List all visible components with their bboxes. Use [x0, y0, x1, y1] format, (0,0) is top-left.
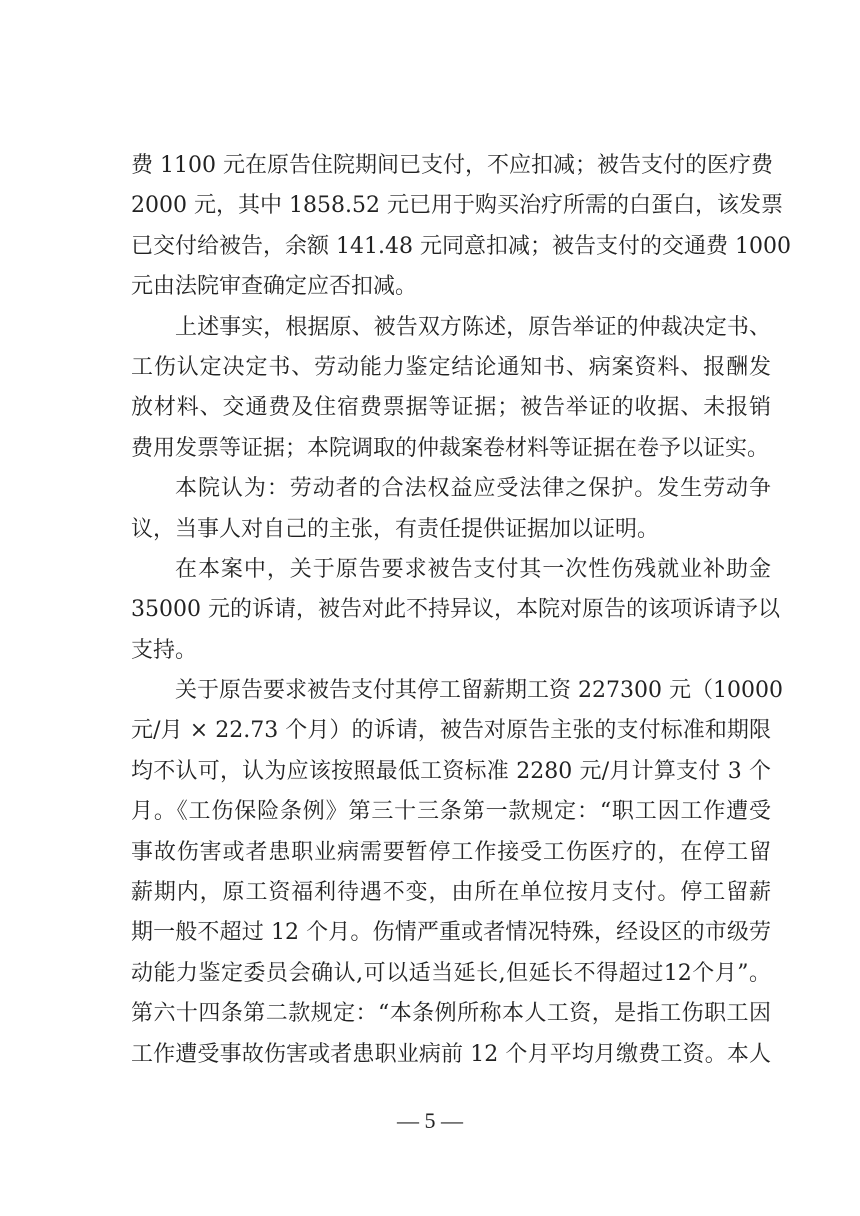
document-body	[131, 146, 791, 1075]
text-line: 工伤认定决定书、劳动能力鉴定结论通知书、病案资料、报酬发	[131, 354, 771, 380]
text-line: 2000 元，其中 1858.52 元已用于购买治疗所需的白蛋白，该发票	[131, 193, 783, 219]
text-line: 工作遭受事故伤害或者患职业病前 12 个月平均月缴费工资。本人	[131, 1041, 771, 1067]
text-line: 已交付给被告，余额 141.48 元同意扣减；被告支付的交通费 1000	[131, 233, 791, 259]
paragraph	[131, 550, 780, 671]
text-line: 费用发票等证据；本院调取的仲裁案卷材料等证据在卷予以证实。	[131, 435, 770, 461]
text-line: 支持。	[131, 637, 198, 663]
text-line: 上述事实，根据原、被告双方陈述，原告举证的仲裁决定书、	[175, 314, 771, 340]
paragraph	[131, 469, 771, 550]
text-line: 事故伤害或者患职业病需要暂停工作接受工伤医疗的，在停工留	[131, 839, 771, 865]
text-line: 第六十四条第二款规定：“本条例所称本人工资，是指工伤职工因	[131, 1001, 771, 1027]
text-line: 在本案中，关于原告要求被告支付其一次性伤残就业补助金	[175, 556, 771, 582]
text-line: 均不认可，认为应该按照最低工资标准 2280 元/月计算支付 3 个	[131, 758, 771, 784]
text-line: 放材料、交通费及住宿费票据等证据；被告举证的收据、未报销	[131, 395, 771, 421]
paragraph	[131, 308, 771, 470]
page-number: — 5 —	[397, 1108, 463, 1133]
text-line: 元/月 × 22.73 个月）的诉请，被告对原告主张的支付标准和期限	[131, 718, 771, 744]
text-line: 费 1100 元在原告住院期间已支付，不应扣减；被告支付的医疗费	[131, 153, 773, 178]
text-line: 本院认为：劳动者的合法权益应受法律之保护。发生劳动争	[175, 476, 771, 502]
text-line: 动能力鉴定委员会确认,可以适当延长,但延长不得超过12个月”。	[131, 960, 771, 986]
text-line: 薪期内，原工资福利待遇不变，由所在单位按月支付。停工留薪	[131, 880, 771, 906]
text-line: 议，当事人对自己的主张，有责任提供证据加以证明。	[131, 516, 660, 542]
text-line: 月。《工伤保险条例》第三十三条第一款规定：“职工因工作遭受	[131, 799, 771, 825]
text-line: 35000 元的诉请，被告对此不持异议，本院对原告的该项诉请予以	[131, 597, 780, 623]
text-line: 关于原告要求被告支付其停工留薪期工资 227300 元（10000	[175, 678, 783, 704]
text-line: 期一般不超过 12 个月。伤情严重或者情况特殊，经设区的市级劳	[131, 920, 771, 946]
paragraph	[131, 671, 783, 1075]
paragraph	[131, 146, 791, 308]
text-line: 元由法院审查确定应否扣减。	[131, 274, 418, 300]
